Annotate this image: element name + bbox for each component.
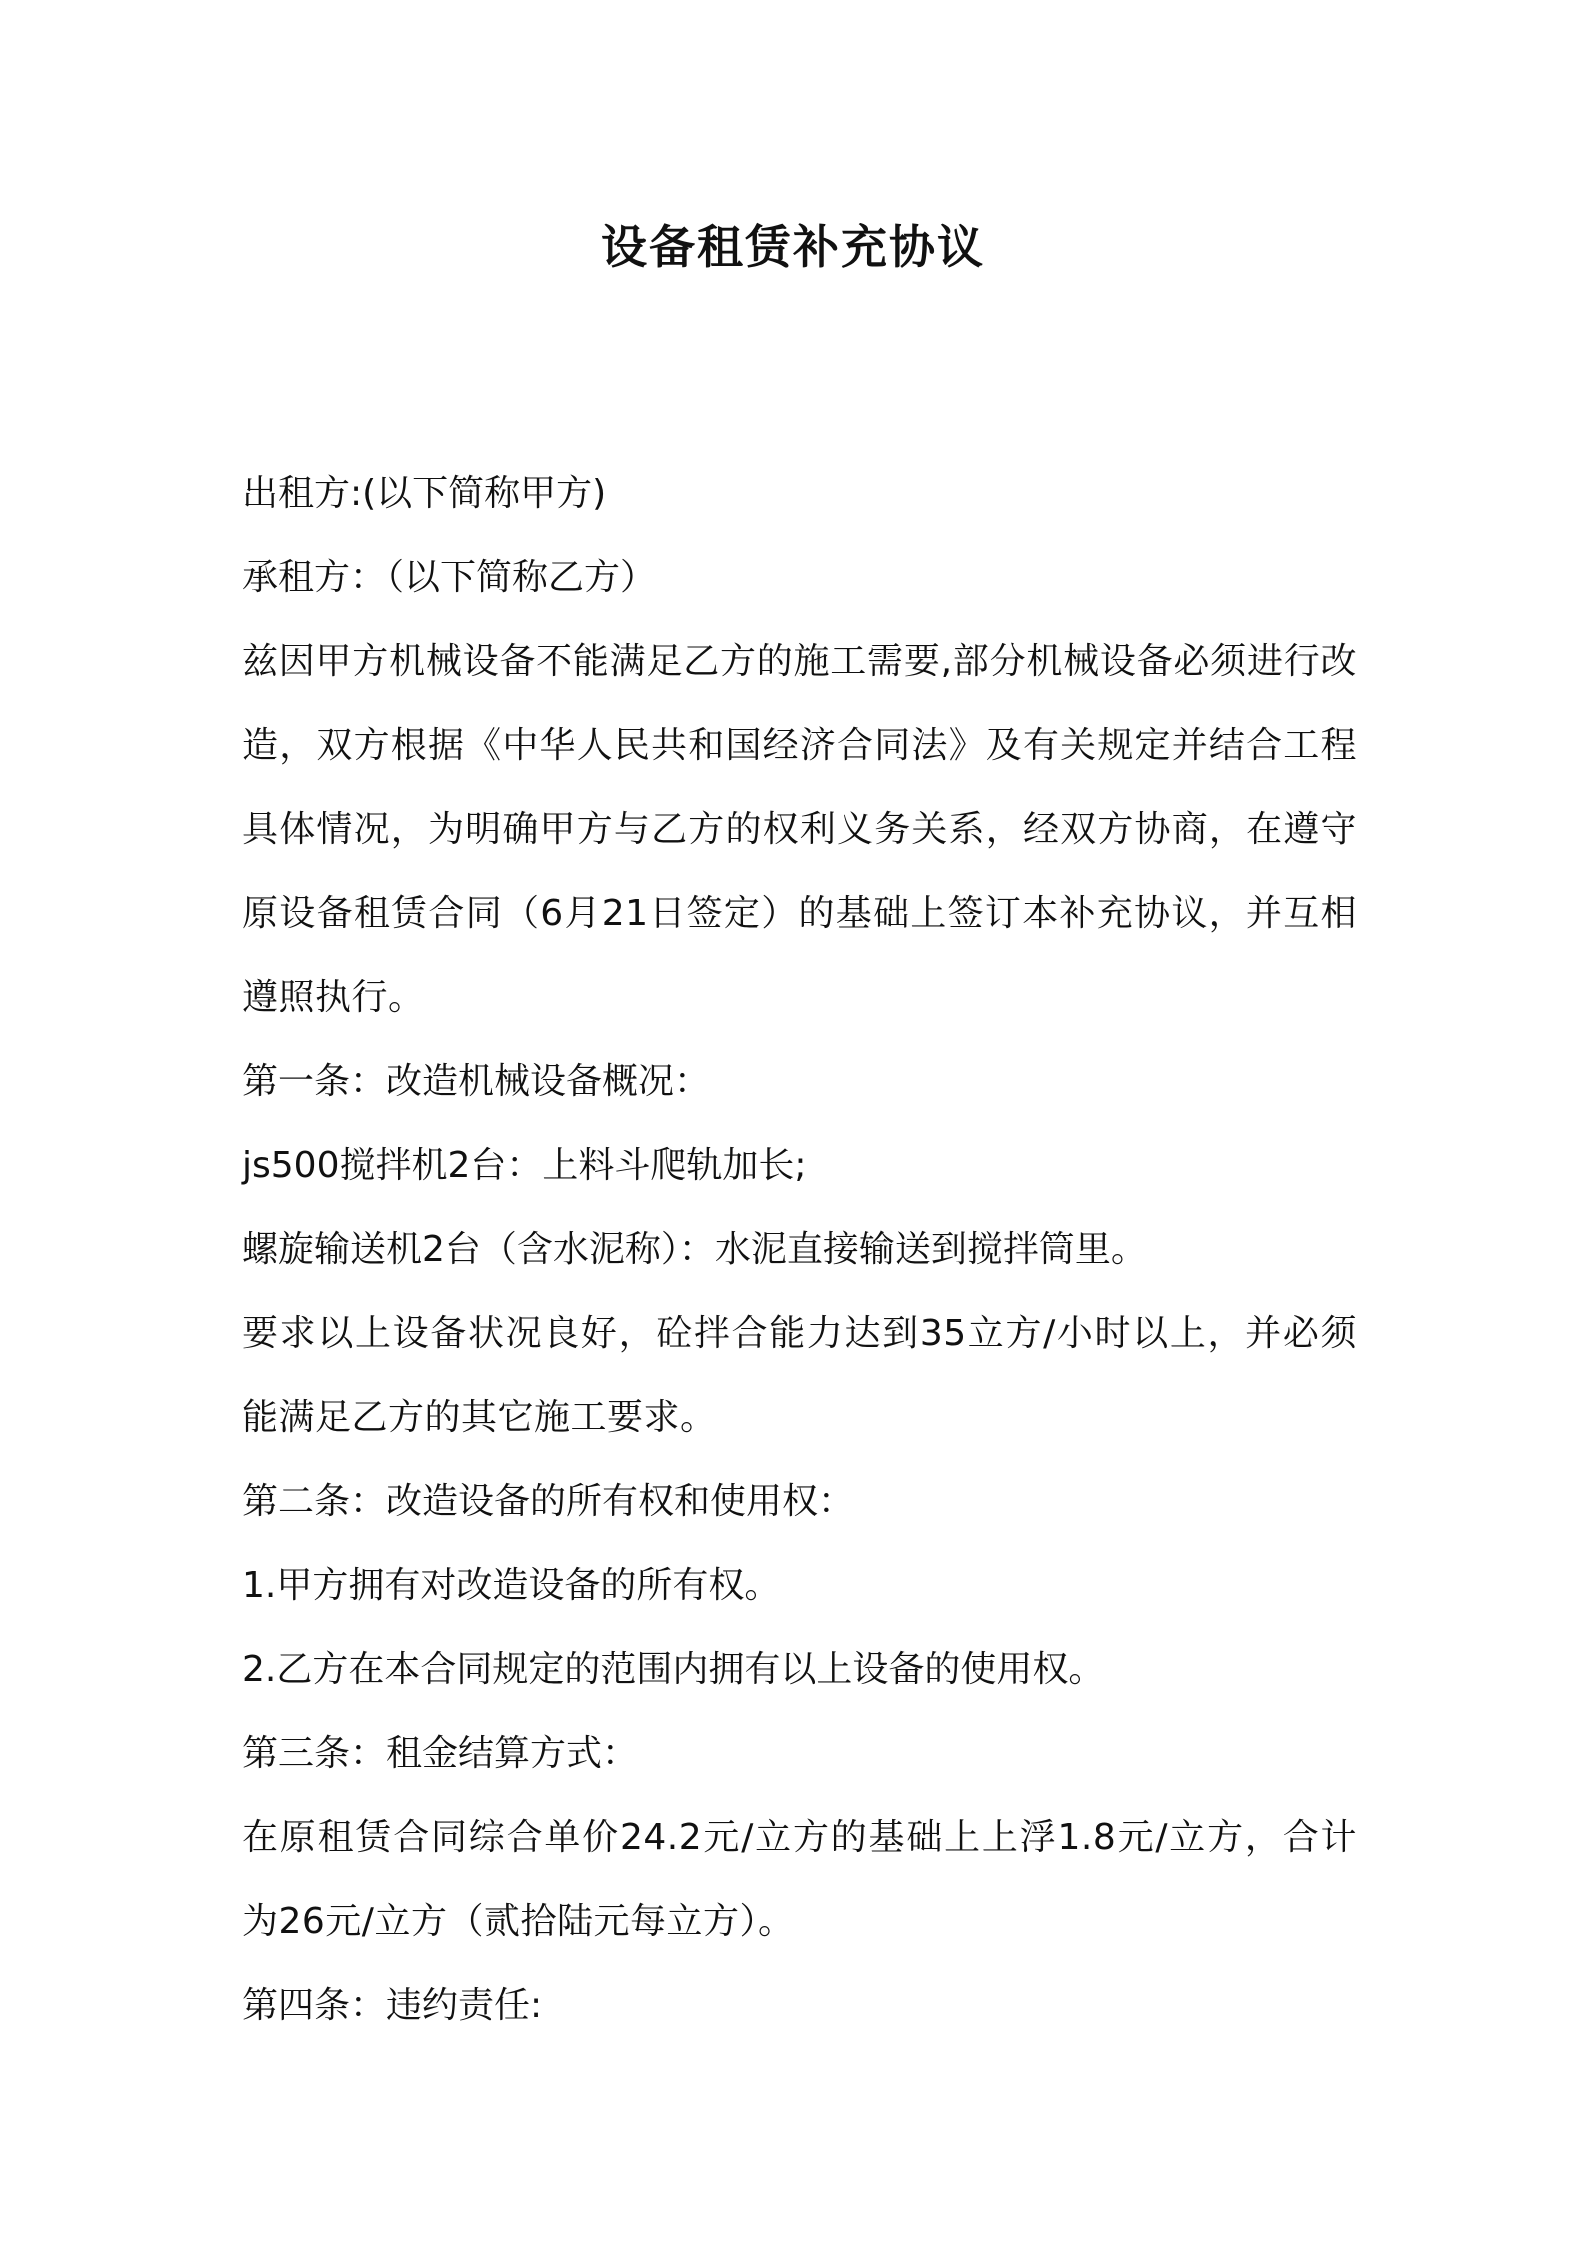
lessor-line: 出租方:(以下简称甲方) (242, 473, 607, 514)
article-1-requirement: 要求以上设备状况良好，砼拌合能力达到35立方/小时以上，并必须能满足乙方的其它施工要求。 (242, 1313, 1357, 1438)
article-2-item-usage: 2.乙方在本合同规定的范围内拥有以上设备的使用权。 (242, 1649, 1105, 1690)
document-title: 设备租赁补充协议 (601, 220, 985, 274)
preamble-paragraph: 兹因甲方机械设备不能满足乙方的施工需要,部分机械设备必须进行改造，双方根据《中华人民共和国经济合同法》及有关规定并结合工程具体情况，为明确甲方与乙方的权利义务关系，经双方协商，在遵守原设备租赁合同（6月21日签定）的基础上签订本补充协议，并互相遵照执行。 (242, 641, 1357, 1018)
article-2-item-ownership: 1.甲方拥有对改造设备的所有权。 (242, 1565, 781, 1606)
document-body (242, 452, 1357, 2048)
article-1-item-conveyor: 螺旋输送机2台（含水泥称）：水泥直接输送到搅拌筒里。 (242, 1229, 1147, 1270)
article-1-item-mixer: js500搅拌机2台：上料斗爬轨加长; (242, 1145, 807, 1186)
article-3-text: 在原租赁合同综合单价24.2元/立方的基础上上浮1.8元/立方，合计为26元/立方（贰拾陆元每立方）。 (242, 1817, 1357, 1942)
article-4-heading: 第四条：违约责任: (242, 1985, 543, 2026)
article-3-heading: 第三条：租金结算方式： (242, 1733, 639, 1774)
article-1-heading: 第一条：改造机械设备概况： (242, 1061, 711, 1102)
lessee-line: 承租方：（以下简称乙方） (242, 557, 657, 598)
article-2-heading: 第二条：改造设备的所有权和使用权： (242, 1481, 855, 1522)
